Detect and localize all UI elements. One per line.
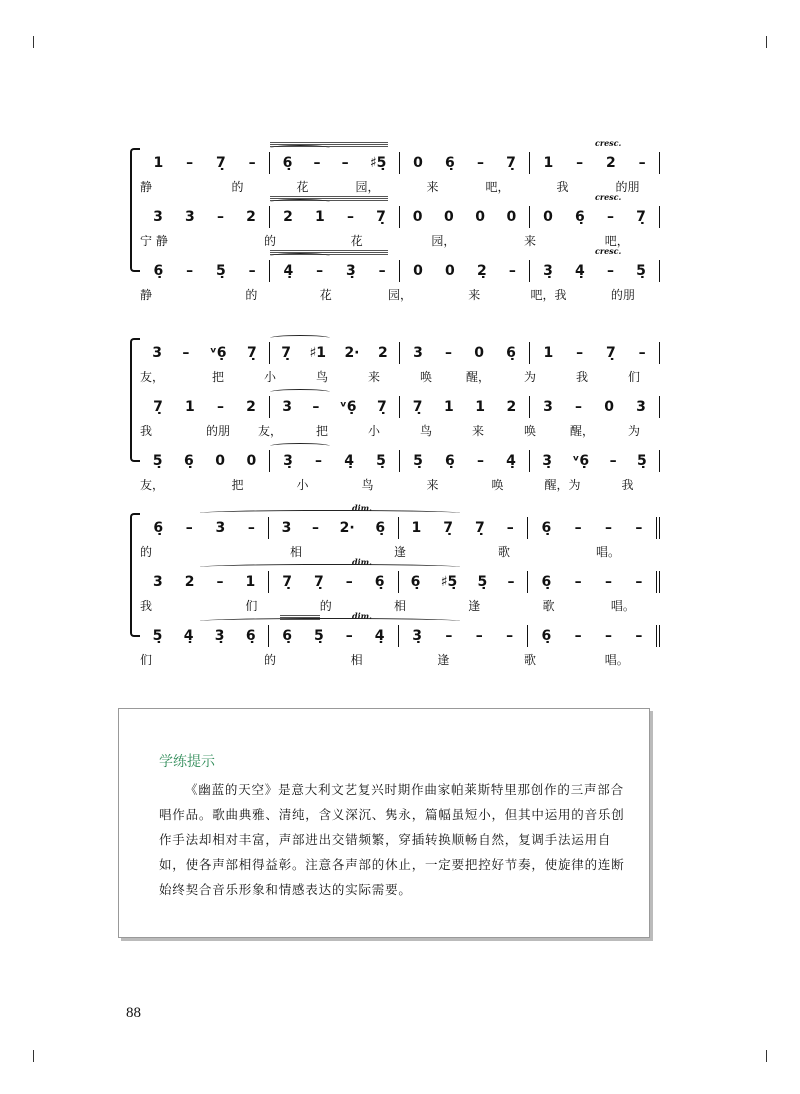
lyric-syllable: 吧， — [485, 180, 510, 194]
note: – — [445, 345, 453, 361]
lyric-syllable: 园， — [431, 234, 456, 248]
measure — [399, 625, 528, 647]
note: – — [606, 263, 614, 279]
note: – — [604, 628, 612, 644]
lyric-syllable: 相 — [289, 545, 302, 559]
note: 4̣ — [183, 628, 194, 644]
note: 5̣ — [636, 453, 647, 469]
note: – — [635, 520, 643, 536]
score-system — [130, 140, 660, 300]
lyric-syllable: 为 — [627, 424, 640, 438]
note: 2 — [184, 574, 195, 590]
note: 6̣ — [375, 520, 386, 536]
dynamic-marking: dim. — [352, 503, 372, 513]
measure — [140, 571, 269, 593]
note: 1 — [315, 209, 325, 225]
lyric-syllable: 吧， — [604, 234, 629, 248]
slur — [200, 510, 460, 516]
lyric-syllable: 的 — [245, 288, 258, 302]
lyric-syllable: 我 — [140, 424, 153, 438]
measure — [400, 342, 530, 364]
measure — [269, 571, 398, 593]
study-tips-box — [118, 708, 650, 938]
note: 6̣ — [282, 628, 292, 644]
note: 1 — [543, 155, 554, 171]
note: 2· — [339, 520, 355, 536]
measure — [528, 625, 660, 647]
note: 7̣ — [281, 345, 291, 361]
lyric-syllable: 友， — [257, 424, 282, 438]
note: 5̣ — [413, 453, 423, 469]
note: – — [186, 263, 194, 279]
note: 7̣ — [443, 520, 453, 536]
lyrics-row — [140, 232, 660, 250]
lyric-syllable: 歌 — [497, 545, 510, 559]
lyric-syllable: 把 — [315, 424, 328, 438]
note: 6̣ — [374, 574, 385, 590]
lyric-syllable: 们 — [245, 599, 258, 613]
measure — [140, 152, 270, 174]
note: 3 — [153, 574, 163, 590]
note: – — [247, 520, 255, 536]
note: 7̣ — [506, 155, 516, 171]
lyric-syllable: 的 — [264, 234, 277, 248]
note: ᵛ6̣ — [209, 345, 227, 361]
note: 5̣ — [215, 263, 226, 279]
measure — [528, 517, 660, 539]
lyric-syllable: 我 — [556, 180, 569, 194]
lyric-syllable: 把 — [211, 370, 224, 384]
note: ᵛ6̣ — [572, 453, 590, 469]
measure — [270, 450, 400, 472]
slur — [200, 564, 460, 570]
note: 1 — [153, 155, 164, 171]
note: 0 — [215, 453, 225, 469]
note: 6̣ — [541, 520, 552, 536]
note: ᵛ6̣ — [339, 399, 357, 415]
measure — [530, 206, 660, 228]
note: – — [508, 263, 516, 279]
measure — [400, 396, 530, 418]
note: 0 — [506, 209, 517, 225]
note: – — [574, 520, 582, 536]
lyric-syllable: 逢 — [437, 653, 450, 667]
note: – — [248, 155, 256, 171]
page-number: 88 — [126, 1005, 141, 1021]
lyric-syllable: 来 — [471, 424, 484, 438]
note: 2 — [506, 399, 517, 415]
voice-notes-row — [140, 342, 660, 364]
note: 2 — [283, 209, 293, 225]
measure — [528, 571, 660, 593]
voice-notes-row — [140, 206, 660, 228]
measure — [270, 152, 400, 174]
lyric-syllable: 友， — [140, 370, 165, 384]
measure — [270, 260, 400, 282]
note: – — [216, 399, 224, 415]
system-brace — [130, 148, 140, 272]
note: 0 — [445, 263, 455, 279]
note: 3 — [281, 520, 292, 536]
note: ♯5̣ — [369, 155, 387, 171]
measure — [270, 396, 400, 418]
score-system — [130, 505, 660, 665]
note: 0 — [474, 345, 484, 361]
hairpin-line — [270, 142, 388, 143]
note: 0 — [543, 209, 553, 225]
note: 0 — [246, 453, 257, 469]
lyric-syllable: 的 — [264, 653, 277, 667]
note: 3 — [152, 345, 162, 361]
note: 6̣ — [541, 628, 552, 644]
measure — [530, 342, 660, 364]
note: 6̣ — [184, 453, 194, 469]
note: – — [576, 155, 584, 171]
note: – — [507, 574, 515, 590]
note: – — [341, 155, 349, 171]
lyric-syllable: 鸟 — [361, 478, 374, 492]
measure — [140, 450, 270, 472]
lyric-syllable: 小 — [296, 478, 309, 492]
note: – — [638, 155, 646, 171]
measure — [140, 342, 270, 364]
note: 0 — [444, 209, 454, 225]
measure — [530, 450, 660, 472]
note: – — [506, 520, 514, 536]
note: 3 — [413, 345, 423, 361]
note: 6̣ — [445, 155, 455, 171]
lyric-syllable: 歌 — [524, 653, 537, 667]
note: 6̣ — [153, 520, 164, 536]
lyric-syllable: 们 — [140, 653, 153, 667]
note: 4̣ — [344, 453, 354, 469]
measure — [530, 152, 660, 174]
lyric-syllable: 的朋 — [205, 424, 230, 438]
tip-title: 学练提示 — [159, 754, 215, 770]
note: – — [182, 345, 190, 361]
lyric-syllable: 来 — [426, 478, 439, 492]
lyrics-row — [140, 286, 660, 304]
note: 1 — [245, 574, 256, 590]
measure — [399, 571, 528, 593]
note: 3 — [543, 399, 553, 415]
voice-notes-row — [140, 152, 660, 174]
lyric-syllable: 的 — [319, 599, 332, 613]
hairpin-line — [270, 250, 388, 251]
lyric-syllable: 唤 — [523, 424, 536, 438]
voice-notes-row — [140, 260, 660, 282]
lyric-syllable: 花 — [296, 180, 309, 194]
note: 7̣ — [605, 345, 616, 361]
lyric-syllable: 唤 — [491, 478, 504, 492]
slur — [270, 253, 330, 259]
lyric-syllable: 宁 静 — [140, 234, 168, 248]
note: – — [316, 263, 324, 279]
note: – — [345, 574, 353, 590]
note: 2 — [246, 399, 256, 415]
lyrics-row — [140, 368, 660, 386]
lyric-syllable: 们 — [627, 370, 640, 384]
note: – — [186, 155, 194, 171]
crop-mark — [766, 36, 767, 48]
note: ♯1 — [309, 345, 326, 361]
note: ♯5̣ — [440, 574, 458, 590]
measure — [270, 206, 400, 228]
dynamic-marking: cresc. — [595, 138, 622, 148]
crop-mark — [33, 1050, 34, 1062]
note: 7̣ — [636, 209, 646, 225]
lyric-syllable: 园， — [387, 288, 412, 302]
note: 5̣ — [477, 574, 488, 590]
note: 3̣ — [412, 628, 422, 644]
lyrics-row — [140, 597, 660, 615]
note: – — [312, 399, 320, 415]
note: – — [216, 574, 224, 590]
note: 7̣ — [376, 209, 386, 225]
lyrics-row — [140, 476, 660, 494]
lyric-syllable: 的朋 — [610, 288, 635, 302]
note: – — [574, 628, 582, 644]
note: – — [635, 628, 643, 644]
note: – — [346, 209, 354, 225]
voice-notes-row — [140, 396, 660, 418]
lyric-syllable: 来 — [426, 180, 439, 194]
lyric-syllable: 小 — [263, 370, 276, 384]
note: 3̣ — [542, 453, 552, 469]
note: 7̣ — [215, 155, 226, 171]
lyric-syllable: 我 — [575, 370, 588, 384]
note: 6̣ — [445, 453, 455, 469]
measure — [140, 206, 270, 228]
note: 7̣ — [475, 520, 485, 536]
measure — [269, 625, 398, 647]
measure — [400, 260, 530, 282]
lyric-syllable: 歌 — [542, 599, 555, 613]
dynamic-marking: cresc. — [595, 246, 622, 256]
note: 4̣ — [506, 453, 516, 469]
note: 6̣ — [575, 209, 585, 225]
dynamic-marking: cresc. — [595, 192, 622, 202]
note: – — [313, 155, 321, 171]
note: 6̣ — [282, 155, 293, 171]
lyric-syllable: 的 — [140, 545, 153, 559]
note: 7̣ — [282, 574, 292, 590]
lyric-syllable: 吧，我 — [530, 288, 567, 302]
slur — [200, 618, 460, 624]
measure — [400, 450, 530, 472]
lyric-syllable: 友， — [140, 478, 165, 492]
note: 7̣ — [376, 399, 387, 415]
note: 3̣ — [283, 453, 293, 469]
note: 2· — [344, 345, 360, 361]
lyric-syllable: 逢 — [468, 599, 481, 613]
lyric-syllable: 的 — [231, 180, 244, 194]
note: 2 — [377, 345, 388, 361]
note: 3 — [185, 209, 195, 225]
lyrics-row — [140, 651, 660, 669]
system-brace — [130, 338, 140, 462]
measure — [140, 517, 269, 539]
measure — [140, 396, 270, 418]
lyric-syllable: 小 — [367, 424, 380, 438]
note: 1 — [411, 520, 422, 536]
lyric-syllable: 我 — [140, 599, 153, 613]
lyric-syllable: 静 — [140, 180, 153, 194]
note: 6̣ — [245, 628, 256, 644]
note: – — [604, 520, 612, 536]
slur — [270, 199, 330, 205]
note: 0 — [412, 209, 423, 225]
lyrics-row — [140, 422, 660, 440]
system-brace — [130, 513, 140, 637]
slur — [270, 335, 330, 341]
note: – — [635, 574, 643, 590]
note: 3 — [636, 399, 646, 415]
note: 4̣ — [283, 263, 294, 279]
lyric-syllable: 鸟 — [419, 424, 432, 438]
lyric-syllable: 唱。 — [604, 653, 629, 667]
note: 1 — [185, 399, 195, 415]
slur — [270, 389, 330, 395]
note: 5̣ — [314, 628, 324, 644]
note: – — [604, 574, 612, 590]
note: 3 — [153, 209, 163, 225]
voice-notes-row — [140, 517, 660, 539]
note: – — [475, 628, 483, 644]
note: 5̣ — [152, 453, 163, 469]
note: 3 — [215, 520, 226, 536]
lyric-syllable: 唤 — [419, 370, 432, 384]
note: 1 — [475, 399, 485, 415]
note: 1 — [444, 399, 454, 415]
note: 6̣ — [410, 574, 421, 590]
lyric-syllable: 来 — [524, 234, 537, 248]
lyrics-row — [140, 543, 660, 561]
lyric-syllable: 相 — [393, 599, 406, 613]
note: – — [312, 520, 319, 536]
measure — [530, 396, 660, 418]
lyric-syllable: 相 — [350, 653, 363, 667]
note: – — [248, 263, 256, 279]
note: 2 — [605, 155, 616, 171]
lyric-syllable: 花 — [319, 288, 332, 302]
note: – — [609, 453, 617, 469]
lyric-syllable: 把 — [231, 478, 244, 492]
slur — [270, 145, 330, 151]
measure — [140, 625, 269, 647]
note: – — [476, 453, 484, 469]
note: – — [185, 520, 193, 536]
lyric-syllable: 的朋 — [615, 180, 640, 194]
note: 1 — [543, 345, 554, 361]
note: – — [506, 628, 514, 644]
note: – — [575, 399, 583, 415]
lyric-syllable: 我 — [621, 478, 634, 492]
lyric-syllable: 为 — [523, 370, 536, 384]
dynamic-marking: dim. — [352, 611, 372, 621]
tip-body: 《幽蓝的天空》是意大利文艺复兴时期作曲家帕莱斯特里那创作的三声部合唱作品。歌曲典雅、清纯，含义深沉、隽永，篇幅虽短小，但其中运用的音乐创作手法却相对丰富，声部进出交错频繁，穿插转换顺畅自然，复调手法运用自如，使各声部相得益彰。注意各声部的休止，一定要把控好节奏，使旋律的连断始终契合音乐形象和情感表达的实际需要。 — [159, 782, 625, 897]
voice-notes-row — [140, 571, 660, 593]
lyric-syllable: 静 — [140, 288, 153, 302]
lyric-syllable: 来 — [468, 288, 481, 302]
lyric-syllable: 鸟 — [315, 370, 328, 384]
note: 7̣ — [412, 399, 423, 415]
measure — [140, 260, 270, 282]
note: – — [638, 345, 646, 361]
note: 7̣ — [314, 574, 324, 590]
note: 0 — [413, 263, 423, 279]
note: 5̣ — [152, 628, 163, 644]
note: – — [315, 453, 323, 469]
note: 3 — [282, 399, 292, 415]
lyrics-row — [140, 178, 660, 196]
note: 5̣ — [376, 453, 386, 469]
measure — [400, 152, 530, 174]
note: 2 — [246, 209, 256, 225]
note: 6̣ — [541, 574, 552, 590]
note: 0 — [475, 209, 485, 225]
measure — [269, 517, 398, 539]
note: 3̣ — [345, 263, 356, 279]
lyric-syllable: 唱。 — [610, 599, 635, 613]
crop-mark — [33, 36, 34, 48]
note: – — [576, 345, 584, 361]
note: 7̣ — [246, 345, 257, 361]
note: 2̣ — [476, 263, 487, 279]
lyric-syllable: 花 — [350, 234, 363, 248]
note: 5̣ — [636, 263, 646, 279]
note: 0 — [604, 399, 614, 415]
note: 0 — [413, 155, 423, 171]
note: 3̣ — [214, 628, 225, 644]
note: – — [574, 574, 582, 590]
note: – — [476, 155, 484, 171]
note: – — [606, 209, 614, 225]
note: 4̣ — [374, 628, 385, 644]
crop-mark — [766, 1050, 767, 1062]
hairpin-line — [270, 196, 388, 197]
measure — [399, 517, 528, 539]
score-system — [130, 330, 660, 490]
lyric-syllable: 逢 — [393, 545, 406, 559]
voice-notes-row — [140, 450, 660, 472]
voice-notes-row — [140, 625, 660, 647]
note: 7̣ — [153, 399, 163, 415]
dynamic-marking: dim. — [352, 557, 372, 567]
note: – — [216, 209, 224, 225]
measure — [270, 342, 400, 364]
measure — [530, 260, 660, 282]
hairpin-line — [280, 615, 320, 616]
note: 3̣ — [543, 263, 553, 279]
note: 6̣ — [506, 345, 516, 361]
lyric-syllable: 醒，为 — [544, 478, 581, 492]
tip-corner-cut — [119, 709, 147, 737]
lyric-syllable: 醒， — [569, 424, 594, 438]
lyric-syllable: 来 — [367, 370, 380, 384]
note: – — [445, 628, 453, 644]
measure — [400, 206, 530, 228]
slur — [270, 443, 330, 449]
lyric-syllable: 园， — [355, 180, 380, 194]
note: – — [378, 263, 386, 279]
note: 4̣ — [575, 263, 585, 279]
note: – — [345, 628, 353, 644]
lyric-syllable: 唱。 — [595, 545, 620, 559]
lyric-syllable: 醒， — [465, 370, 490, 384]
note: 6̣ — [153, 263, 164, 279]
